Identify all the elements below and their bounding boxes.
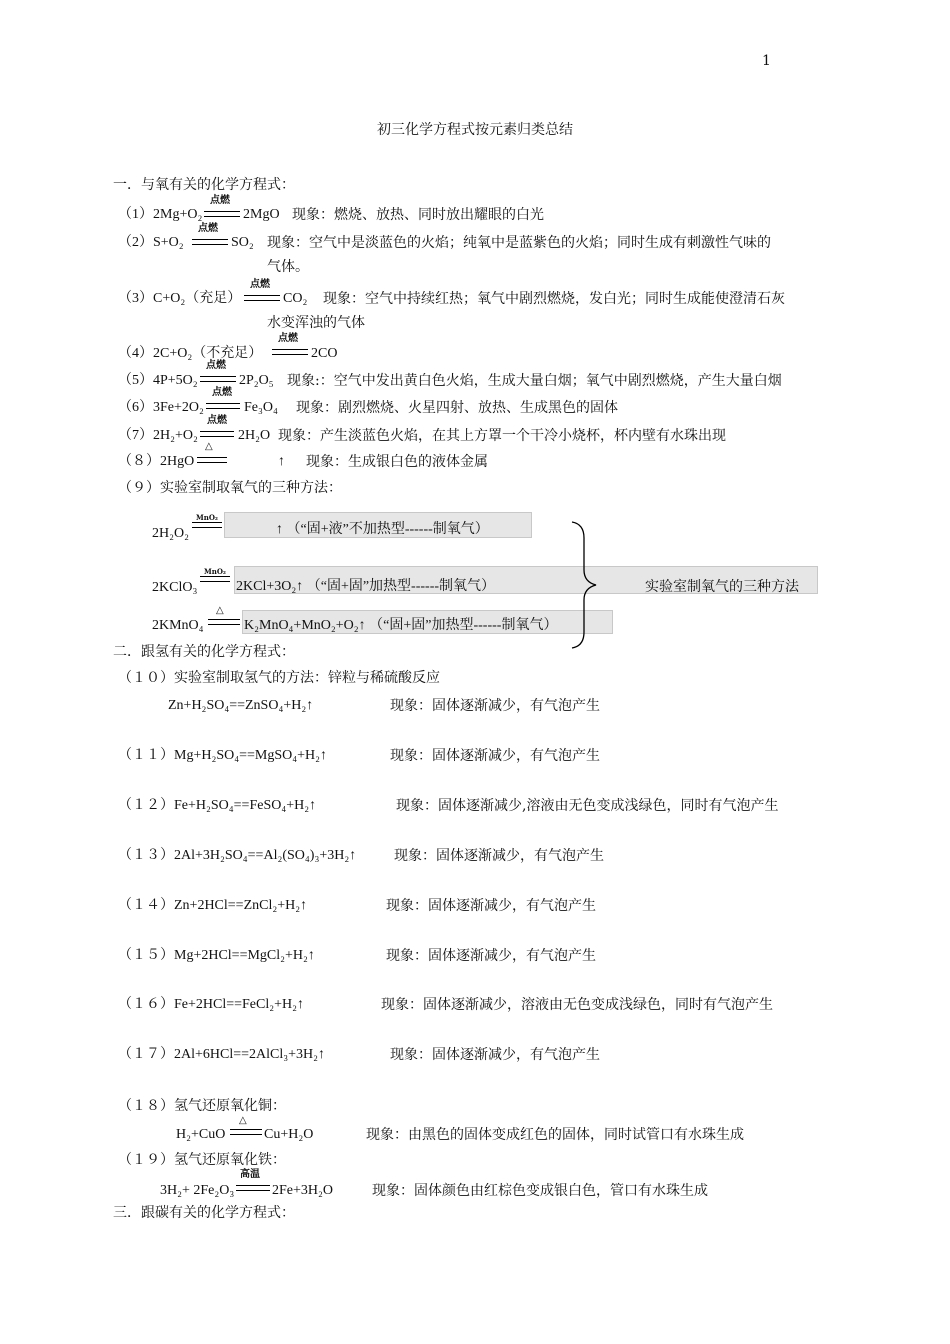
item-18-heading: （１８）氢气还原氧化铜： <box>118 1098 286 1114</box>
eq-item-1 <box>118 206 202 224</box>
h2-phenomenon-10: 现象：固体逐渐减少，有气泡产生 <box>390 698 600 714</box>
h2-phenomenon-14: 现象：固体逐渐减少，有气泡产生 <box>386 898 596 914</box>
section-heading-carbon: 三．跟碳有关的化学方程式： <box>113 1205 295 1221</box>
lab-o2-product-1: ↑ （“固+液”不加热型------制氧气） <box>276 522 489 537</box>
item-9-heading: （９）实验室制取氧气的三种方法： <box>118 480 342 496</box>
reactants: 2Mg+O₂ <box>153 207 203 222</box>
item-number: （１３） <box>118 848 174 863</box>
item-number: （5） <box>118 373 153 388</box>
lab-o2-reactant-1: 2H₂O₂ <box>152 526 189 541</box>
item-number: （１５） <box>118 948 174 963</box>
h2-eq-15 <box>118 947 315 965</box>
curly-brace <box>570 520 600 650</box>
item-number: （１１） <box>118 748 174 763</box>
eq-item-4-products <box>311 345 337 363</box>
equation: 2Al+3H₂SO₄==Al₂(SO₄)₃+3H₂↑ <box>174 848 357 863</box>
h2-phenomenon-16: 现象：固体逐渐减少，溶液由无色变成浅绿色，同时有气泡产生 <box>381 997 773 1013</box>
h2-eq-17 <box>118 1046 325 1064</box>
condition-label: 点燃 <box>206 360 226 371</box>
item-18-products: Cu+H₂O <box>264 1127 314 1142</box>
products: CO₂ <box>283 291 308 306</box>
catalyst-label: MnO₂ <box>204 567 227 576</box>
reaction-arrow <box>192 522 222 528</box>
condition-label: 点燃 <box>278 333 298 344</box>
equation: Zn+2HCl==ZnCl₂+H₂↑ <box>174 898 308 913</box>
eq-item-8 <box>118 453 194 471</box>
item-number: （7） <box>118 428 153 443</box>
reactants: 2C+O₂（不充足） <box>153 346 263 361</box>
item-number: （2） <box>118 235 153 250</box>
products: 2MgO <box>243 207 280 222</box>
h2-eq-16 <box>118 996 304 1014</box>
eq-item-3-products <box>283 290 307 308</box>
h2-phenomenon-15: 现象：固体逐渐减少，有气泡产生 <box>386 948 596 964</box>
reactants: 2HgO <box>160 454 195 469</box>
equation: Mg+H₂SO₄==MgSO₄+H₂↑ <box>174 748 328 763</box>
phenomenon-5: 现象:：空气中发出黄白色火焰，生成大量白烟；氧气中剧烈燃烧，产生大量白烟 <box>287 373 782 389</box>
h2-phenomenon-13: 现象：固体逐渐减少，有气泡产生 <box>394 848 604 864</box>
item-number: （１７） <box>118 1047 174 1062</box>
page-number: 1 <box>762 53 771 69</box>
phenomenon-1: 现象：燃烧、放热、同时放出耀眼的白光 <box>292 207 544 223</box>
h2-eq-10: Zn+H₂SO₄==ZnSO₄+H₂↑ <box>168 698 314 713</box>
condition-label: 点燃 <box>250 279 270 290</box>
lab-o2-summary-label: 实验室制氧气的三种方法 <box>645 579 799 595</box>
item-number: （１２） <box>118 798 174 813</box>
eq-item-7-products <box>238 427 270 445</box>
item-number: （１６） <box>118 997 174 1012</box>
reaction-arrow <box>230 1129 262 1135</box>
reaction-arrow <box>200 431 234 437</box>
reaction-arrow <box>244 295 280 301</box>
products: 2H₂O <box>238 428 271 443</box>
reactants: C+O₂（充足） <box>153 291 242 306</box>
item-number: （4） <box>118 346 153 361</box>
h2-phenomenon-11: 现象：固体逐渐减少，有气泡产生 <box>390 748 600 764</box>
reaction-arrow <box>200 376 236 382</box>
reactants: 4P+5O₂ <box>153 373 198 388</box>
item-number: （1） <box>118 207 153 222</box>
phenomenon-2-cont: 气体。 <box>267 259 309 275</box>
phenomenon-3: 现象：空气中持续红热；氧气中剧烈燃烧，发白光；同时生成能使澄清石灰 <box>323 291 785 307</box>
heat-condition: △ <box>239 1115 247 1126</box>
condition-label: 点燃 <box>198 223 218 234</box>
reaction-arrow <box>236 1185 270 1191</box>
lab-o2-product-2: 2KCl+3O₂↑ （“固+固”加热型------制氧气） <box>236 579 496 594</box>
equation: Mg+2HCl==MgCl₂+H₂↑ <box>174 948 315 963</box>
phenomenon-7: 现象：产生淡蓝色火焰，在其上方罩一个干冷小烧杯，杯内壁有水珠出现 <box>278 428 726 444</box>
reaction-arrow <box>206 403 240 409</box>
page-title: 初三化学方程式按元素归类总结 <box>377 122 573 138</box>
reactants: 2H₂+O₂ <box>153 428 198 443</box>
heat-condition: △ <box>216 605 224 616</box>
equation: Fe+H₂SO₄==FeSO₄+H₂↑ <box>174 798 317 813</box>
reactants: S+O₂ <box>153 235 184 250</box>
eq-item-4 <box>118 345 262 363</box>
reaction-arrow <box>208 619 240 625</box>
products: 2P₂O₅ <box>239 373 274 388</box>
products: 2CO <box>311 346 338 361</box>
reaction-arrow <box>197 457 227 463</box>
item-19-products: 2Fe+3H₂O <box>272 1183 333 1198</box>
item-19-phenomenon: 现象：固体颜色由红棕色变成银白色，管口有水珠生成 <box>372 1183 708 1199</box>
eq-item-6 <box>118 399 204 417</box>
eq-item-2 <box>118 234 184 252</box>
item-number: （８） <box>118 454 160 469</box>
catalyst-label: MnO₂ <box>196 513 219 522</box>
lab-o2-reactant-3: 2KMnO₄ <box>152 618 204 633</box>
condition-label: 点燃 <box>207 415 227 426</box>
phenomenon-2: 现象：空气中是淡蓝色的火焰；纯氧中是蓝紫色的火焰；同时生成有刺激性气味的 <box>267 235 771 251</box>
reactants: 3Fe+2O₂ <box>153 400 204 415</box>
section-heading-oxygen: 一．与氧有关的化学方程式： <box>113 177 295 193</box>
eq-item-5 <box>118 372 198 390</box>
equation: 2Al+6HCl==2AlCl₃+3H₂↑ <box>174 1047 326 1062</box>
item-19-reactants: 3H₂+ 2Fe₂O₃ <box>160 1183 235 1198</box>
equation: Fe+2HCl==FeCl₂+H₂↑ <box>174 997 305 1012</box>
condition-label: 高温 <box>240 1169 260 1180</box>
eq-item-6-products <box>244 399 278 417</box>
h2-eq-11 <box>118 747 327 765</box>
item-18-phenomenon: 现象：由黑色的固体变成红色的固体，同时试管口有水珠生成 <box>366 1127 744 1143</box>
phenomenon-3-cont: 水变浑浊的气体 <box>267 315 365 331</box>
phenomenon-8: 现象：生成银白色的液体金属 <box>306 454 488 470</box>
h2-phenomenon-12: 现象：固体逐渐减少,溶液由无色变成浅绿色，同时有气泡产生 <box>396 798 779 814</box>
products: SO₂ <box>231 235 254 250</box>
item-18-reactants: H₂+CuO <box>176 1127 226 1142</box>
condition-label: 点燃 <box>210 195 230 206</box>
gas-arrow: ↑ <box>278 454 285 469</box>
item-number: （3） <box>118 291 153 306</box>
eq-item-3 <box>118 290 241 308</box>
h2-eq-13 <box>118 847 356 865</box>
reaction-arrow <box>272 349 308 355</box>
reaction-arrow <box>204 211 240 217</box>
heat-condition: △ <box>205 441 213 452</box>
section-heading-hydrogen: 二．跟氢有关的化学方程式： <box>113 644 295 660</box>
reaction-arrow <box>200 576 230 582</box>
condition-label: 点燃 <box>212 387 232 398</box>
item-19-heading: （１９）氢气还原氧化铁： <box>118 1152 286 1168</box>
h2-eq-12 <box>118 797 316 815</box>
eq-item-5-products <box>239 372 274 390</box>
lab-o2-product-3: K₂MnO₄+MnO₂+O₂↑ （“固+固”加热型------制氧气） <box>244 618 558 633</box>
item-number: （6） <box>118 400 153 415</box>
item-10-heading: （１０）实验室制取氢气的方法：锌粒与稀硫酸反应 <box>118 670 440 686</box>
eq-item-1-products <box>243 206 280 224</box>
reaction-arrow <box>192 239 228 245</box>
eq-item-7 <box>118 427 198 445</box>
item-number: （１４） <box>118 898 174 913</box>
eq-item-2-products <box>231 234 254 252</box>
h2-eq-14 <box>118 897 307 915</box>
h2-phenomenon-17: 现象：固体逐渐减少，有气泡产生 <box>390 1047 600 1063</box>
lab-o2-reactant-2: 2KClO₃ <box>152 580 198 595</box>
phenomenon-6: 现象：剧烈燃烧、火星四射、放热、生成黑色的固体 <box>296 400 618 416</box>
products: Fe₃O₄ <box>244 400 278 415</box>
